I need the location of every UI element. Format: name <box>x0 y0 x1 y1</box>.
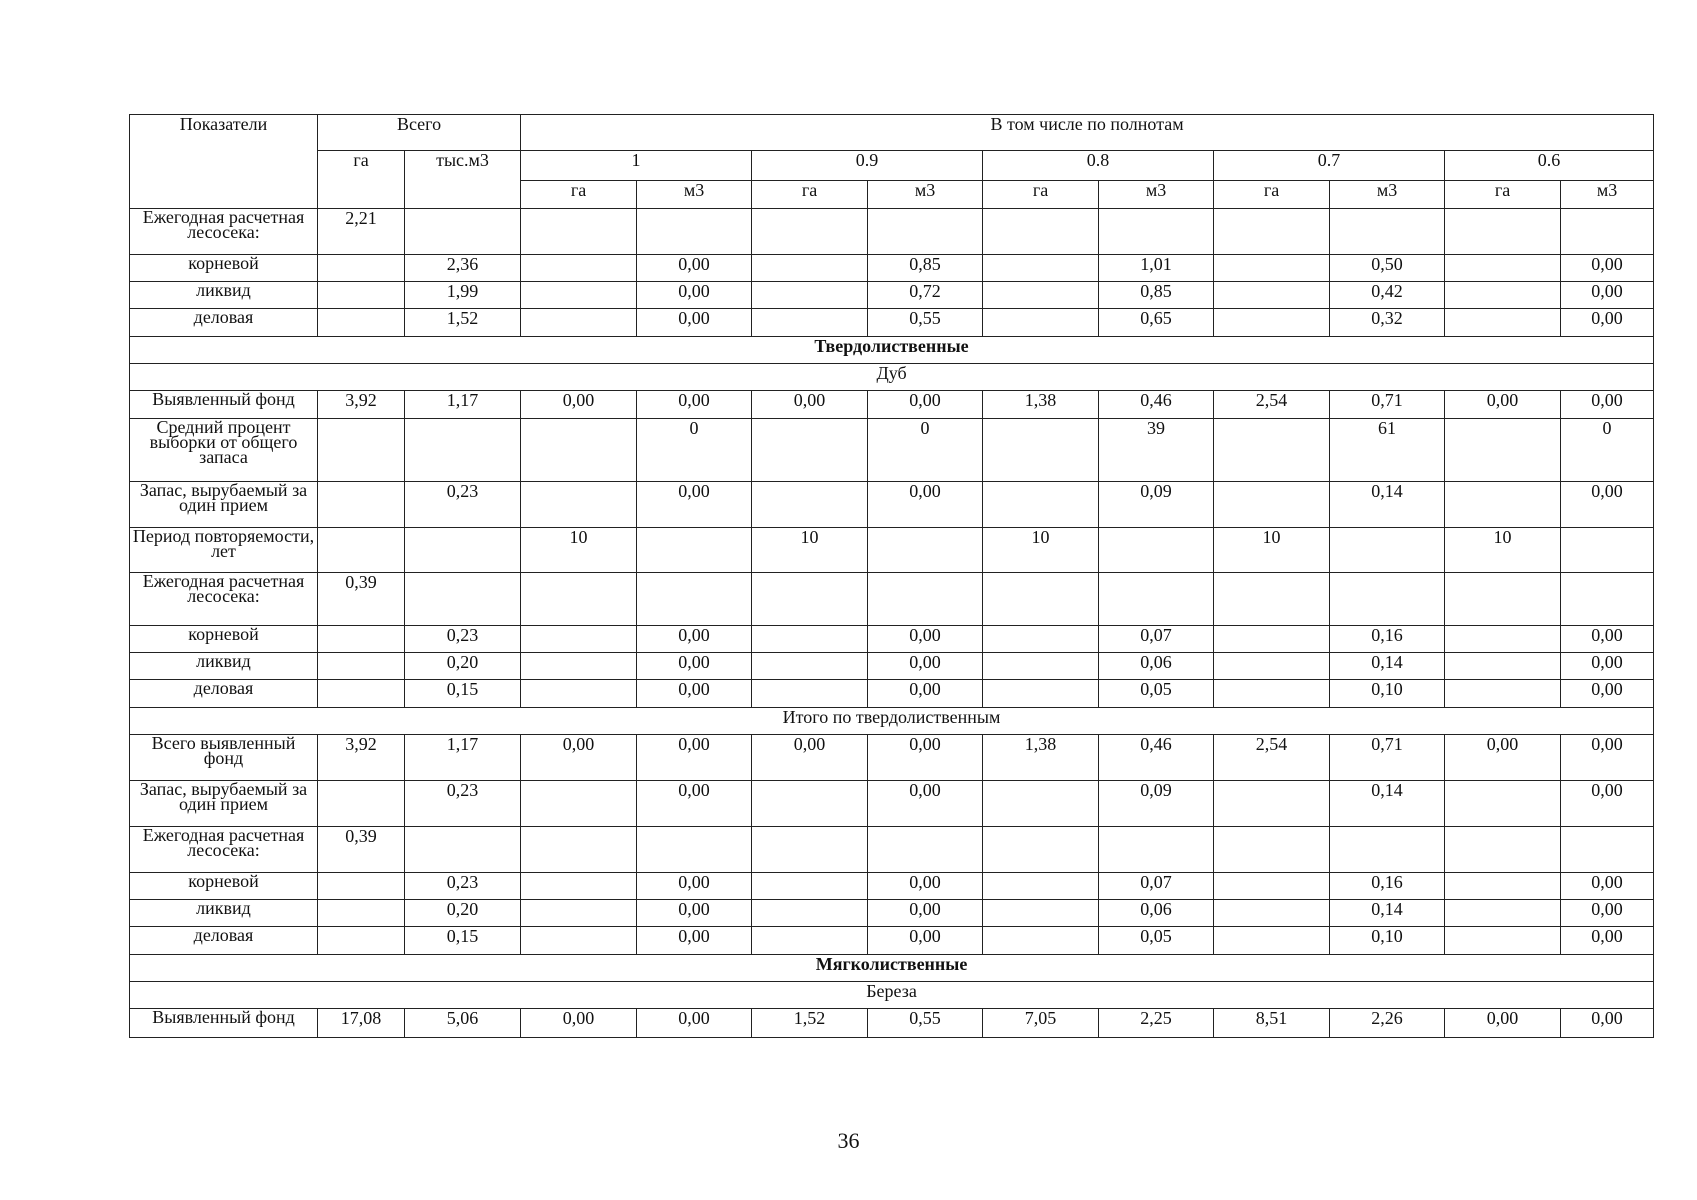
table-cell <box>1445 419 1561 482</box>
table-cell <box>405 528 521 573</box>
table-cell: 0,00 <box>1561 680 1654 708</box>
table-cell: 0,50 <box>1330 255 1445 282</box>
table-row <box>130 482 1654 528</box>
table-cell <box>1214 209 1330 255</box>
table-cell <box>405 573 521 626</box>
table-cell: 8,51 <box>1214 1009 1330 1038</box>
table-cell: 0,46 <box>1099 735 1214 781</box>
section-title: Итого по твердолиственным <box>130 708 1654 735</box>
table-cell <box>983 873 1099 900</box>
table-cell <box>1445 653 1561 680</box>
table-cell <box>868 528 983 573</box>
table-cell <box>1214 873 1330 900</box>
table-cell: 3,92 <box>318 391 405 419</box>
section-title: Дуб <box>130 364 1654 391</box>
table-cell: 7,05 <box>983 1009 1099 1038</box>
table-cell: 0,00 <box>868 626 983 653</box>
table-cell: 0,00 <box>637 653 752 680</box>
table-cell <box>1214 419 1330 482</box>
table-cell <box>521 900 637 927</box>
table-cell <box>318 873 405 900</box>
table-cell: 0,00 <box>637 309 752 337</box>
table-cell <box>1445 255 1561 282</box>
table-cell <box>318 927 405 955</box>
table-row <box>130 255 1654 282</box>
table-cell <box>1214 573 1330 626</box>
table-row <box>130 1009 1654 1038</box>
table-cell <box>1214 827 1330 873</box>
table-cell <box>1445 282 1561 309</box>
table-cell: 0,16 <box>1330 626 1445 653</box>
table-cell: 0,00 <box>637 900 752 927</box>
table-cell: 0,00 <box>1561 309 1654 337</box>
section-title: Твердолиственные <box>130 337 1654 364</box>
header-unit-ha: га <box>1214 181 1330 209</box>
table-cell <box>521 255 637 282</box>
table-cell: 39 <box>1099 419 1214 482</box>
table-cell: 2,26 <box>1330 1009 1445 1038</box>
table-cell <box>752 282 868 309</box>
header-density-0-6: 0.6 <box>1445 151 1654 181</box>
table-cell: 0,00 <box>752 735 868 781</box>
row-label: Выявленный фонд <box>130 391 318 419</box>
table-cell <box>1561 827 1654 873</box>
row-label: ликвид <box>130 282 318 309</box>
section-title: Мягколиственные <box>130 955 1654 982</box>
table-cell <box>983 827 1099 873</box>
table-cell <box>752 927 868 955</box>
row-label: корневой <box>130 873 318 900</box>
table-cell: 0,00 <box>637 873 752 900</box>
table-cell <box>318 653 405 680</box>
table-cell <box>1099 209 1214 255</box>
table-cell <box>983 419 1099 482</box>
section-row <box>130 982 1654 1009</box>
table-row <box>130 735 1654 781</box>
header-unit-m3: м3 <box>637 181 752 209</box>
table-cell <box>752 209 868 255</box>
header-density-1: 1 <box>521 151 752 181</box>
table-cell: 0,00 <box>637 680 752 708</box>
table-cell: 10 <box>521 528 637 573</box>
table-cell <box>983 680 1099 708</box>
table-cell: 0,06 <box>1099 900 1214 927</box>
table-cell <box>1214 900 1330 927</box>
table-cell <box>1445 781 1561 827</box>
table-cell: 0,10 <box>1330 680 1445 708</box>
table-cell: 0,00 <box>1561 391 1654 419</box>
table-cell <box>637 528 752 573</box>
table-cell <box>318 419 405 482</box>
table-cell: 0,00 <box>1561 282 1654 309</box>
table-cell <box>1099 827 1214 873</box>
table-cell <box>1330 209 1445 255</box>
forest-fund-table <box>129 114 1654 1038</box>
table-cell <box>1445 626 1561 653</box>
table-cell: 0,42 <box>1330 282 1445 309</box>
section-row <box>130 364 1654 391</box>
table-cell: 0,00 <box>868 873 983 900</box>
header-unit-ha: га <box>752 181 868 209</box>
header-density-0-9: 0.9 <box>752 151 983 181</box>
table-row <box>130 900 1654 927</box>
table-cell: 0,00 <box>1561 482 1654 528</box>
table-cell: 0,00 <box>1561 900 1654 927</box>
table-cell: 0,39 <box>318 827 405 873</box>
table-cell: 0,55 <box>868 309 983 337</box>
header-total-thousand-m3: тыс.м3 <box>405 151 521 209</box>
table-cell <box>1445 573 1561 626</box>
table-cell: 0,00 <box>1561 735 1654 781</box>
header-density-0-7: 0.7 <box>1214 151 1445 181</box>
table-cell: 0,00 <box>1445 1009 1561 1038</box>
table-cell: 0,14 <box>1330 781 1445 827</box>
table-cell: 0,85 <box>868 255 983 282</box>
table-cell: 0,00 <box>752 391 868 419</box>
table-cell <box>983 927 1099 955</box>
table-cell: 1,52 <box>405 309 521 337</box>
row-label: Ежегодная расчетная лесосека: <box>130 573 318 626</box>
table-cell: 0,00 <box>868 680 983 708</box>
table-cell: 0,00 <box>1561 255 1654 282</box>
row-label: Всего выявленный фонд <box>130 735 318 781</box>
table-row <box>130 626 1654 653</box>
table-cell: 1,17 <box>405 391 521 419</box>
table-cell: 0,72 <box>868 282 983 309</box>
table-cell <box>405 419 521 482</box>
row-label: деловая <box>130 309 318 337</box>
table-cell: 0,00 <box>1561 626 1654 653</box>
table-cell <box>1214 927 1330 955</box>
table-cell <box>983 255 1099 282</box>
table-cell: 0,32 <box>1330 309 1445 337</box>
table-cell: 0,00 <box>637 927 752 955</box>
table-cell <box>1561 528 1654 573</box>
header-unit-m3: м3 <box>1561 181 1654 209</box>
row-label: Запас, вырубаемый за один прием <box>130 482 318 528</box>
table-cell <box>1214 653 1330 680</box>
table-cell <box>752 781 868 827</box>
table-cell: 0,05 <box>1099 680 1214 708</box>
table-cell: 10 <box>752 528 868 573</box>
table-row <box>130 209 1654 255</box>
table-cell: 0,00 <box>1561 653 1654 680</box>
table-cell: 0,00 <box>868 735 983 781</box>
row-label: деловая <box>130 680 318 708</box>
table-cell <box>1445 927 1561 955</box>
table-row <box>130 827 1654 873</box>
table-cell: 61 <box>1330 419 1445 482</box>
table-cell: 0 <box>1561 419 1654 482</box>
table-cell <box>983 573 1099 626</box>
table-cell: 1,52 <box>752 1009 868 1038</box>
table-cell: 2,54 <box>1214 735 1330 781</box>
table-cell <box>521 482 637 528</box>
table-cell: 0,71 <box>1330 391 1445 419</box>
table-cell <box>1445 209 1561 255</box>
table-cell: 0 <box>637 419 752 482</box>
table-row <box>130 781 1654 827</box>
table-cell <box>637 827 752 873</box>
header-unit-ha: га <box>983 181 1099 209</box>
table-cell: 0,15 <box>405 927 521 955</box>
table-cell: 0,06 <box>1099 653 1214 680</box>
table-cell <box>752 419 868 482</box>
table-cell: 10 <box>1445 528 1561 573</box>
table-cell: 0,16 <box>1330 873 1445 900</box>
table-cell <box>521 573 637 626</box>
table-cell: 17,08 <box>318 1009 405 1038</box>
table-cell <box>1214 626 1330 653</box>
table-cell <box>868 209 983 255</box>
header-density-0-8: 0.8 <box>983 151 1214 181</box>
row-label: Ежегодная расчетная лесосека: <box>130 209 318 255</box>
table-cell: 0,14 <box>1330 653 1445 680</box>
table-cell <box>1330 573 1445 626</box>
table-cell <box>637 573 752 626</box>
table-cell <box>637 209 752 255</box>
table-cell <box>1445 680 1561 708</box>
table-cell <box>983 781 1099 827</box>
table-cell: 0,55 <box>868 1009 983 1038</box>
table-cell <box>983 209 1099 255</box>
table-cell <box>521 927 637 955</box>
table-row <box>130 419 1654 482</box>
table-cell: 0,05 <box>1099 927 1214 955</box>
table-cell <box>1561 573 1654 626</box>
table-cell <box>1445 482 1561 528</box>
table-cell <box>983 282 1099 309</box>
table-cell: 2,54 <box>1214 391 1330 419</box>
table-cell: 0,00 <box>1445 735 1561 781</box>
table-cell: 0,00 <box>868 927 983 955</box>
table-cell <box>318 680 405 708</box>
table-cell: 0,14 <box>1330 900 1445 927</box>
table-cell <box>1445 873 1561 900</box>
table-cell <box>1561 209 1654 255</box>
table-cell: 0,00 <box>637 735 752 781</box>
header-total: Всего <box>318 115 521 151</box>
header-by-density: В том числе по полнотам <box>521 115 1654 151</box>
table-cell <box>1445 309 1561 337</box>
header-unit-ha: га <box>1445 181 1561 209</box>
table-cell: 1,38 <box>983 735 1099 781</box>
table-cell <box>983 482 1099 528</box>
row-label: Период повторяемости, лет <box>130 528 318 573</box>
table-cell <box>983 653 1099 680</box>
table-cell <box>1099 528 1214 573</box>
header-unit-ha: га <box>521 181 637 209</box>
table-cell: 0,23 <box>405 781 521 827</box>
table-cell: 0,00 <box>1445 391 1561 419</box>
table-cell <box>521 309 637 337</box>
header-total-ha: га <box>318 151 405 209</box>
header-unit-m3: м3 <box>1330 181 1445 209</box>
table-cell <box>752 873 868 900</box>
table-cell: 0,00 <box>637 1009 752 1038</box>
table-cell <box>521 781 637 827</box>
table-cell <box>318 528 405 573</box>
table-cell <box>752 573 868 626</box>
table-cell: 0,00 <box>637 255 752 282</box>
table-cell: 0,00 <box>637 781 752 827</box>
table-cell <box>752 680 868 708</box>
table-cell: 0,23 <box>405 626 521 653</box>
table-cell: 0,46 <box>1099 391 1214 419</box>
table-cell: 0,00 <box>637 482 752 528</box>
table-row <box>130 873 1654 900</box>
table-cell: 0,00 <box>1561 873 1654 900</box>
row-label: ликвид <box>130 900 318 927</box>
table-cell: 0,00 <box>521 391 637 419</box>
table-cell: 0,09 <box>1099 781 1214 827</box>
row-label: Запас, вырубаемый за один прием <box>130 781 318 827</box>
table-cell: 1,01 <box>1099 255 1214 282</box>
table-row <box>130 309 1654 337</box>
section-title: Береза <box>130 982 1654 1009</box>
table-cell: 0,00 <box>637 282 752 309</box>
table-row <box>130 653 1654 680</box>
table-row <box>130 391 1654 419</box>
row-label: Ежегодная расчетная лесосека: <box>130 827 318 873</box>
table-cell: 0,14 <box>1330 482 1445 528</box>
table-cell: 0,39 <box>318 573 405 626</box>
table-cell: 0 <box>868 419 983 482</box>
table-cell <box>521 873 637 900</box>
table-cell: 2,21 <box>318 209 405 255</box>
table-cell: 3,92 <box>318 735 405 781</box>
table-cell: 0,07 <box>1099 873 1214 900</box>
table-cell <box>1099 573 1214 626</box>
table-cell <box>868 573 983 626</box>
table-cell: 0,00 <box>868 900 983 927</box>
table-row <box>130 680 1654 708</box>
table-cell <box>1214 482 1330 528</box>
table-body <box>130 209 1654 1038</box>
table-cell <box>983 626 1099 653</box>
table-cell <box>1214 255 1330 282</box>
table-cell: 0,23 <box>405 873 521 900</box>
row-label: корневой <box>130 255 318 282</box>
table-cell: 0,00 <box>637 626 752 653</box>
table-row <box>130 573 1654 626</box>
section-row <box>130 337 1654 364</box>
table-cell: 2,25 <box>1099 1009 1214 1038</box>
row-label: Средний процент выборки от общего запаса <box>130 419 318 482</box>
table-cell <box>318 900 405 927</box>
table-cell <box>752 900 868 927</box>
section-row <box>130 708 1654 735</box>
table-cell <box>752 309 868 337</box>
table-cell: 0,07 <box>1099 626 1214 653</box>
table-cell: 1,17 <box>405 735 521 781</box>
table-cell: 0,09 <box>1099 482 1214 528</box>
row-label: деловая <box>130 927 318 955</box>
table-cell: 0,15 <box>405 680 521 708</box>
table-cell <box>318 282 405 309</box>
table-cell <box>405 827 521 873</box>
table-row <box>130 927 1654 955</box>
table-cell <box>1330 827 1445 873</box>
table-cell <box>1445 827 1561 873</box>
table-cell: 0,00 <box>1561 927 1654 955</box>
table-cell: 0,00 <box>868 482 983 528</box>
table-row <box>130 282 1654 309</box>
table-cell <box>983 309 1099 337</box>
table-cell: 0,00 <box>521 1009 637 1038</box>
table-cell <box>752 626 868 653</box>
table-cell: 10 <box>1214 528 1330 573</box>
table-cell <box>1214 309 1330 337</box>
table-cell <box>1214 282 1330 309</box>
table-cell: 1,38 <box>983 391 1099 419</box>
table-cell: 0,10 <box>1330 927 1445 955</box>
header-unit-m3: м3 <box>1099 181 1214 209</box>
table-cell: 0,00 <box>868 653 983 680</box>
table-cell <box>318 255 405 282</box>
table-cell <box>1330 528 1445 573</box>
table-cell <box>1214 781 1330 827</box>
header-unit-m3: м3 <box>868 181 983 209</box>
table-cell <box>752 653 868 680</box>
table-cell <box>983 900 1099 927</box>
table-cell: 0,65 <box>1099 309 1214 337</box>
table-cell <box>868 827 983 873</box>
table-cell: 0,00 <box>521 735 637 781</box>
table-cell <box>1214 680 1330 708</box>
table-cell <box>521 419 637 482</box>
table-cell: 0,00 <box>1561 1009 1654 1038</box>
row-label: корневой <box>130 626 318 653</box>
table-cell <box>521 626 637 653</box>
table-cell: 0,00 <box>868 781 983 827</box>
table-cell: 0,00 <box>868 391 983 419</box>
table-cell: 10 <box>983 528 1099 573</box>
table-cell <box>521 653 637 680</box>
table-cell <box>521 680 637 708</box>
table-cell <box>521 282 637 309</box>
table-cell <box>318 482 405 528</box>
table-cell <box>521 209 637 255</box>
section-row <box>130 955 1654 982</box>
table-cell: 2,36 <box>405 255 521 282</box>
header-indicators: Показатели <box>130 115 318 209</box>
table-cell <box>318 781 405 827</box>
row-label: ликвид <box>130 653 318 680</box>
table-cell <box>318 309 405 337</box>
table-cell: 0,00 <box>637 391 752 419</box>
table-cell <box>318 626 405 653</box>
table-cell <box>405 209 521 255</box>
table-cell <box>752 482 868 528</box>
table-row <box>130 528 1654 573</box>
row-label: Выявленный фонд <box>130 1009 318 1038</box>
table-cell <box>752 255 868 282</box>
table-cell <box>752 827 868 873</box>
table-cell <box>521 827 637 873</box>
table-cell <box>1445 900 1561 927</box>
table-cell: 0,20 <box>405 900 521 927</box>
page-number: 36 <box>837 1128 860 1153</box>
table-cell: 1,99 <box>405 282 521 309</box>
table-cell: 0,00 <box>1561 781 1654 827</box>
table-cell: 0,20 <box>405 653 521 680</box>
table-cell: 0,23 <box>405 482 521 528</box>
table-cell: 0,85 <box>1099 282 1214 309</box>
table-cell: 5,06 <box>405 1009 521 1038</box>
table-cell: 0,71 <box>1330 735 1445 781</box>
